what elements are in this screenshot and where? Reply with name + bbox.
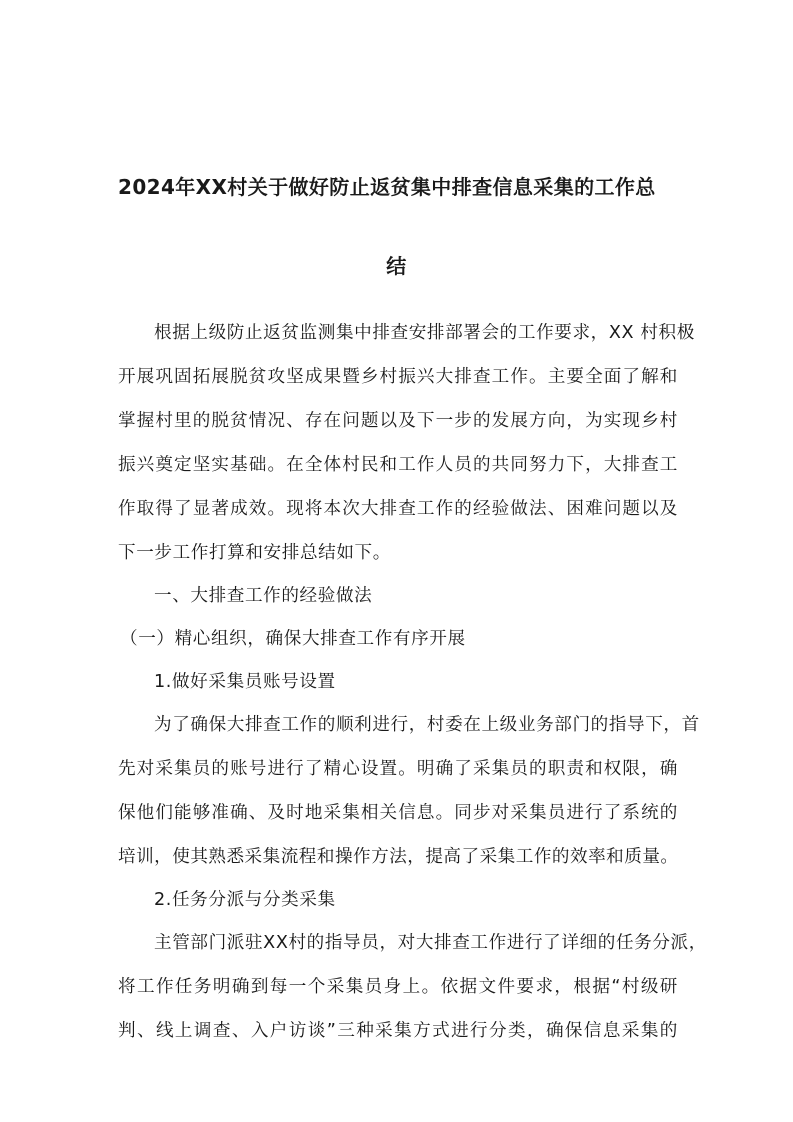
- item-heading: 1.做好采集员账号设置: [154, 672, 336, 692]
- document-title-line-2: 结: [386, 254, 407, 278]
- paragraph-line: 根据上级防止返贫监测集中排查安排部署会的工作要求，XX 村积极: [154, 323, 695, 343]
- paragraph-line: 主管部门派驻XX村的指导员，对大排查工作进行了详细的任务分派，: [154, 933, 707, 953]
- item-heading: 2.任务分派与分类采集: [154, 890, 336, 910]
- subsection-heading: （一）精心组织，确保大排查工作有序开展: [120, 629, 466, 649]
- paragraph-line: 下一步工作打算和安排总结如下。: [118, 543, 391, 563]
- paragraph-line: 先对采集员的账号进行了精心设置。明确了采集员的职责和权限，确: [118, 759, 678, 779]
- paragraph-line: 培训，使其熟悉采集流程和操作方法，提高了采集工作的效率和质量。: [118, 847, 678, 867]
- paragraph-line: 振兴奠定坚实基础。在全体村民和工作人员的共同努力下，大排查工: [118, 455, 678, 475]
- paragraph-line: 作取得了显著成效。现将本次大排查工作的经验做法、困难问题以及: [118, 499, 678, 519]
- paragraph-line: 掌握村里的脱贫情况、存在问题以及下一步的发展方向，为实现乡村: [118, 411, 678, 431]
- paragraph-line: 为了确保大排查工作的顺利进行，村委在上级业务部门的指导下，首: [154, 715, 700, 735]
- section-heading: 一、大排查工作的经验做法: [154, 586, 373, 606]
- paragraph-line: 判、线上调查、入户访谈”三种采集方式进行分类，确保信息采集的: [118, 1021, 678, 1041]
- document-title-line-1: 2024年XX村关于做好防止返贫集中排查信息采集的工作总: [118, 175, 656, 199]
- paragraph-line: 开展巩固拓展脱贫攻坚成果暨乡村振兴大排查工作。主要全面了解和: [118, 367, 678, 387]
- paragraph-line: 保他们能够准确、及时地采集相关信息。同步对采集员进行了系统的: [118, 803, 678, 823]
- paragraph-line: 将工作任务明确到每一个采集员身上。依据文件要求，根据“村级研: [118, 977, 678, 997]
